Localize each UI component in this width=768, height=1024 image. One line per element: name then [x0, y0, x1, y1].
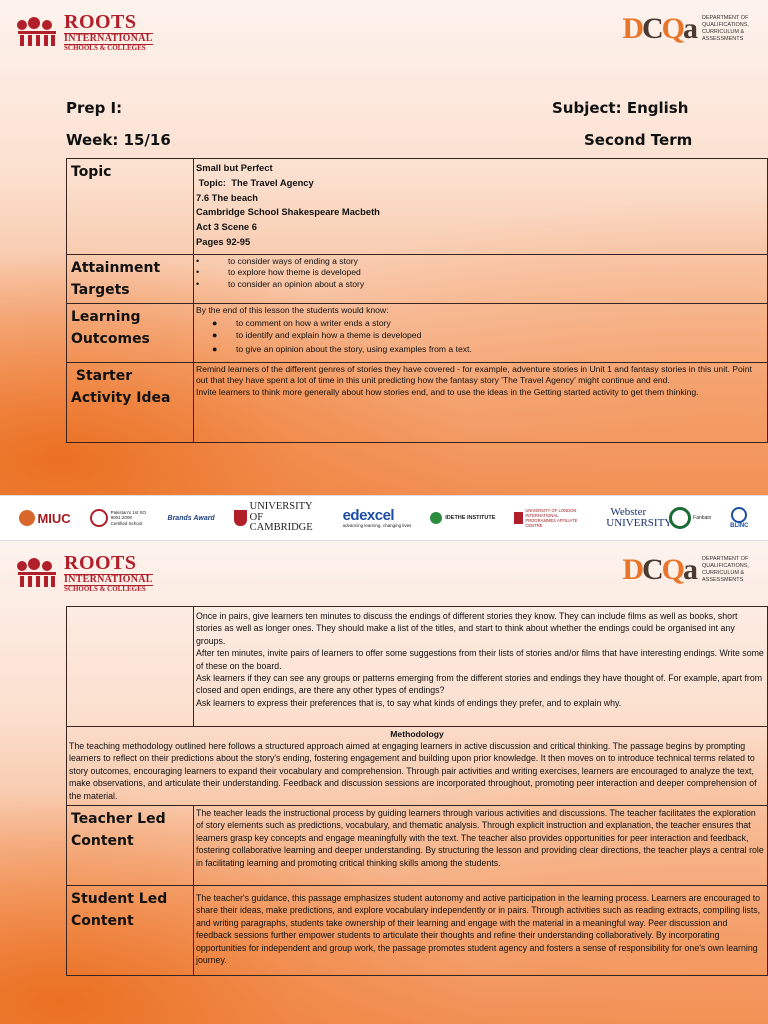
outcomes-intro: By the end of this lesson the students would know:	[196, 305, 389, 315]
dept-line-2: QUALIFICATIONS,	[702, 563, 749, 570]
bullet-icon: ●	[212, 344, 218, 355]
outcomes-content	[194, 304, 768, 363]
dept-line-2: QUALIFICATIONS,	[702, 22, 749, 29]
topic-line: 7.6 The beach	[196, 191, 259, 203]
roots-school-logo	[14, 12, 153, 52]
starter-paragraph: Once in pairs, give learners ten minutes to discuss the endings of different stories they know. They can include films as well as books, short stories as well as longer ones. They should make a list of the titles, and start to think about whether the endings could be organised int any groups.	[196, 611, 738, 646]
student-led-content: The teacher's guidance, this passage emphasizes student autonomy and active participation in the learning process. Learners are encouraged to share their ideas, make predictions, and explore vocabulary independently or in pairs. Through activities such as reading extracts, compiling lists, and writing paragraphs, students take ownership of their learning and engage with the material in a meaningful way. Peer discussion and feedback sessions further empower students to articulate their thoughts and refine their understanding collaboratively. By incorporating opportunities for independent and group work, the passage promotes student agency and fosters a sense of responsibility for one's own learning journey.	[194, 886, 768, 976]
dept-line-1: DEPARTMENT OF	[702, 556, 749, 563]
methodology-text: The teaching methodology outlined here follows a structured approach aimed at engaging learners in active discussion and critical thinking. The passage begins by prompting learners to reflect on their predictions about the story's ending, fostering engagement and building upon prior knowledge. It then moves on to introduce technical terms related to story outcomes, encouraging learners to expand their vocabulary and comprehension. Through pair activities and writing exercises, learners are encouraged to analyze the text, make observations, and articulate their understanding. Feedback and discussion sessions are incorporated throughout, promoting peer interaction and deeper comprehension of the material.	[69, 741, 757, 801]
student-led-label: Student Led Content	[67, 886, 194, 976]
cambridge-shield-icon	[234, 510, 247, 526]
dept-line-4: ASSESSMENTS	[702, 35, 744, 42]
dept-line-1: DEPARTMENT OF	[702, 15, 749, 22]
subject: Subject: English	[552, 99, 689, 117]
topic-row	[67, 159, 768, 255]
starter-paragraph: After ten minutes, invite pairs of learners to offer some suggestions from their lists of stories and/or films that have interesting endings. Write some of these on the board.	[196, 648, 764, 671]
dcqa-wordmark: DCQa	[622, 12, 696, 45]
roots-emblem-icon	[14, 15, 60, 49]
edexcel-logo: edexcel advancing learning, changing lives	[342, 507, 412, 528]
roots-emblem-icon	[14, 556, 60, 590]
dept-line-4: ASSESSMENTS	[702, 576, 744, 583]
webster-logo: Webster UNIVERSITY	[606, 506, 673, 529]
bullet-icon: •	[196, 278, 200, 289]
school-name-line3: SCHOOLS & COLLEGES	[64, 44, 146, 52]
starter-paragraph: Ask learners to express their preferences that is, to say what kinds of endings they prefer, and to explain why.	[196, 697, 622, 708]
roots-school-logo	[14, 553, 153, 593]
prep-level: Prep I:	[66, 99, 123, 117]
partner-logo-strip	[0, 495, 768, 541]
list-item: ● to give an opinion about the story, using examples from a text.	[212, 344, 472, 355]
list-item: • to explore how theme is developed	[196, 267, 361, 278]
starter-continuation-content	[194, 607, 768, 727]
school-name-line3: SCHOOLS & COLLEGES	[64, 585, 146, 593]
brands-award-logo: Brands Award	[167, 514, 215, 522]
idethe-institute-logo: IDETHE INSTITUTE	[430, 512, 495, 524]
blinc-icon	[731, 507, 747, 523]
cambridge-logo: UNIVERSITY OF CAMBRIDGE	[234, 502, 324, 534]
dcqa-logo	[622, 12, 758, 46]
list-item: • to consider ways of ending a story	[196, 256, 358, 266]
empty-label-cell	[67, 607, 194, 727]
lesson-plan-table	[66, 158, 768, 443]
lesson-plan-table-continued	[66, 606, 768, 976]
miuc-logo: MIUC	[19, 510, 70, 526]
blinc-logo: BLINC	[730, 507, 748, 529]
topic-content	[194, 159, 768, 255]
bullet-icon: ●	[212, 318, 218, 329]
topic-line: Act 3 Scene 6	[196, 221, 257, 233]
school-name: ROOTS	[64, 11, 137, 33]
list-item: ● to identify and explain how a theme is developed	[212, 329, 422, 340]
starter-continuation-row	[67, 607, 768, 727]
lesson-plan-page-2	[0, 541, 768, 1024]
starter-paragraph: Ask learners if they can see any groups or patterns emerging from the different stories and endings they have thought of. For example, apart from closed and open endings, are there any other types of endings?	[196, 673, 763, 696]
bullet-icon: ●	[212, 329, 218, 340]
list-item: ● to comment on how a writer ends a story	[212, 318, 391, 329]
topic-line: Pages 92-95	[196, 235, 251, 247]
bullet-icon: •	[196, 256, 200, 266]
university-of-london-logo: UNIVERSITY OF LONDON INTERNATIONAL PROGRAMMES AFFILIATE CENTRE	[514, 508, 587, 528]
topic-label: Topic	[67, 159, 194, 255]
attainment-row	[67, 255, 768, 304]
topic-line: Cambridge School Shakespeare Macbeth	[196, 206, 380, 218]
london-crest-icon	[514, 512, 523, 524]
school-name-line2: INTERNATIONAL	[64, 574, 153, 585]
methodology-title: Methodology	[390, 729, 444, 739]
starter-content	[194, 363, 768, 443]
lesson-plan-page-1	[0, 0, 768, 495]
idethe-icon	[430, 512, 442, 524]
topic-line: Topic: The Travel Agency	[196, 176, 314, 188]
starter-label: Starter Activity Idea	[67, 363, 194, 443]
school-name: ROOTS	[64, 552, 137, 574]
dept-line-3: CURRICULUM &	[702, 29, 745, 35]
dcqa-logo	[622, 553, 758, 587]
starter-row	[67, 363, 768, 443]
dept-line-3: CURRICULUM &	[702, 570, 745, 576]
methodology-content	[67, 727, 768, 806]
teacher-led-label: Teacher Led Content	[67, 806, 194, 886]
fanbain-icon	[669, 507, 691, 529]
topic-line: Small but Perfect	[196, 162, 273, 173]
dcqa-wordmark: DCQa	[622, 553, 696, 586]
outcomes-label: Learning Outcomes	[67, 304, 194, 363]
fanbain-logo: Fanbain	[669, 507, 711, 529]
bullet-icon: •	[196, 267, 200, 278]
starter-paragraph: Invite learners to think more generally about how stories end, and to use the ideas in the Getting started activity to get them thinking.	[196, 386, 699, 397]
teacher-led-row	[67, 806, 768, 886]
iso-icon	[90, 509, 108, 527]
attainment-label: Attainment Targets	[67, 255, 194, 304]
school-name-line2: INTERNATIONAL	[64, 33, 153, 44]
attainment-content	[194, 255, 768, 304]
iso-certified-logo: Pakistan's 1st SO 9001:2008 Certified School	[90, 509, 149, 527]
outcomes-row	[67, 304, 768, 363]
miuc-icon	[19, 510, 35, 526]
student-led-row	[67, 886, 768, 976]
methodology-row	[67, 727, 768, 806]
list-item: • to consider an opinion about a story	[196, 278, 365, 289]
week-number: Week: 15/16	[66, 131, 171, 149]
teacher-led-content: The teacher leads the instructional process by guiding learners through various activities and discussions. The teacher facilitates the exploration of story elements such as predictions, vocabulary, and thematic analysis. Through explicit instruction and explanation, the teacher ensures that learners grasp key concepts and engage meaningfully with the text. The teacher also provides opportunities for peer interaction and feedback, fostering collaborative learning and deeper understanding. By structuring the lesson and providing clear directions, the teacher plays a central role in facilitating learning and promoting critical thinking skills among the students.	[194, 806, 768, 886]
starter-paragraph: Remind learners of the different genres of stories they have covered - for example, adventure stories in Unit 1 and fantasy stories in this unit. Point out that they have spent a lot of time in this unit predicting how the fantasy story 'The Travel Agency' might continue and end.	[196, 364, 752, 386]
term: Second Term	[584, 131, 693, 149]
